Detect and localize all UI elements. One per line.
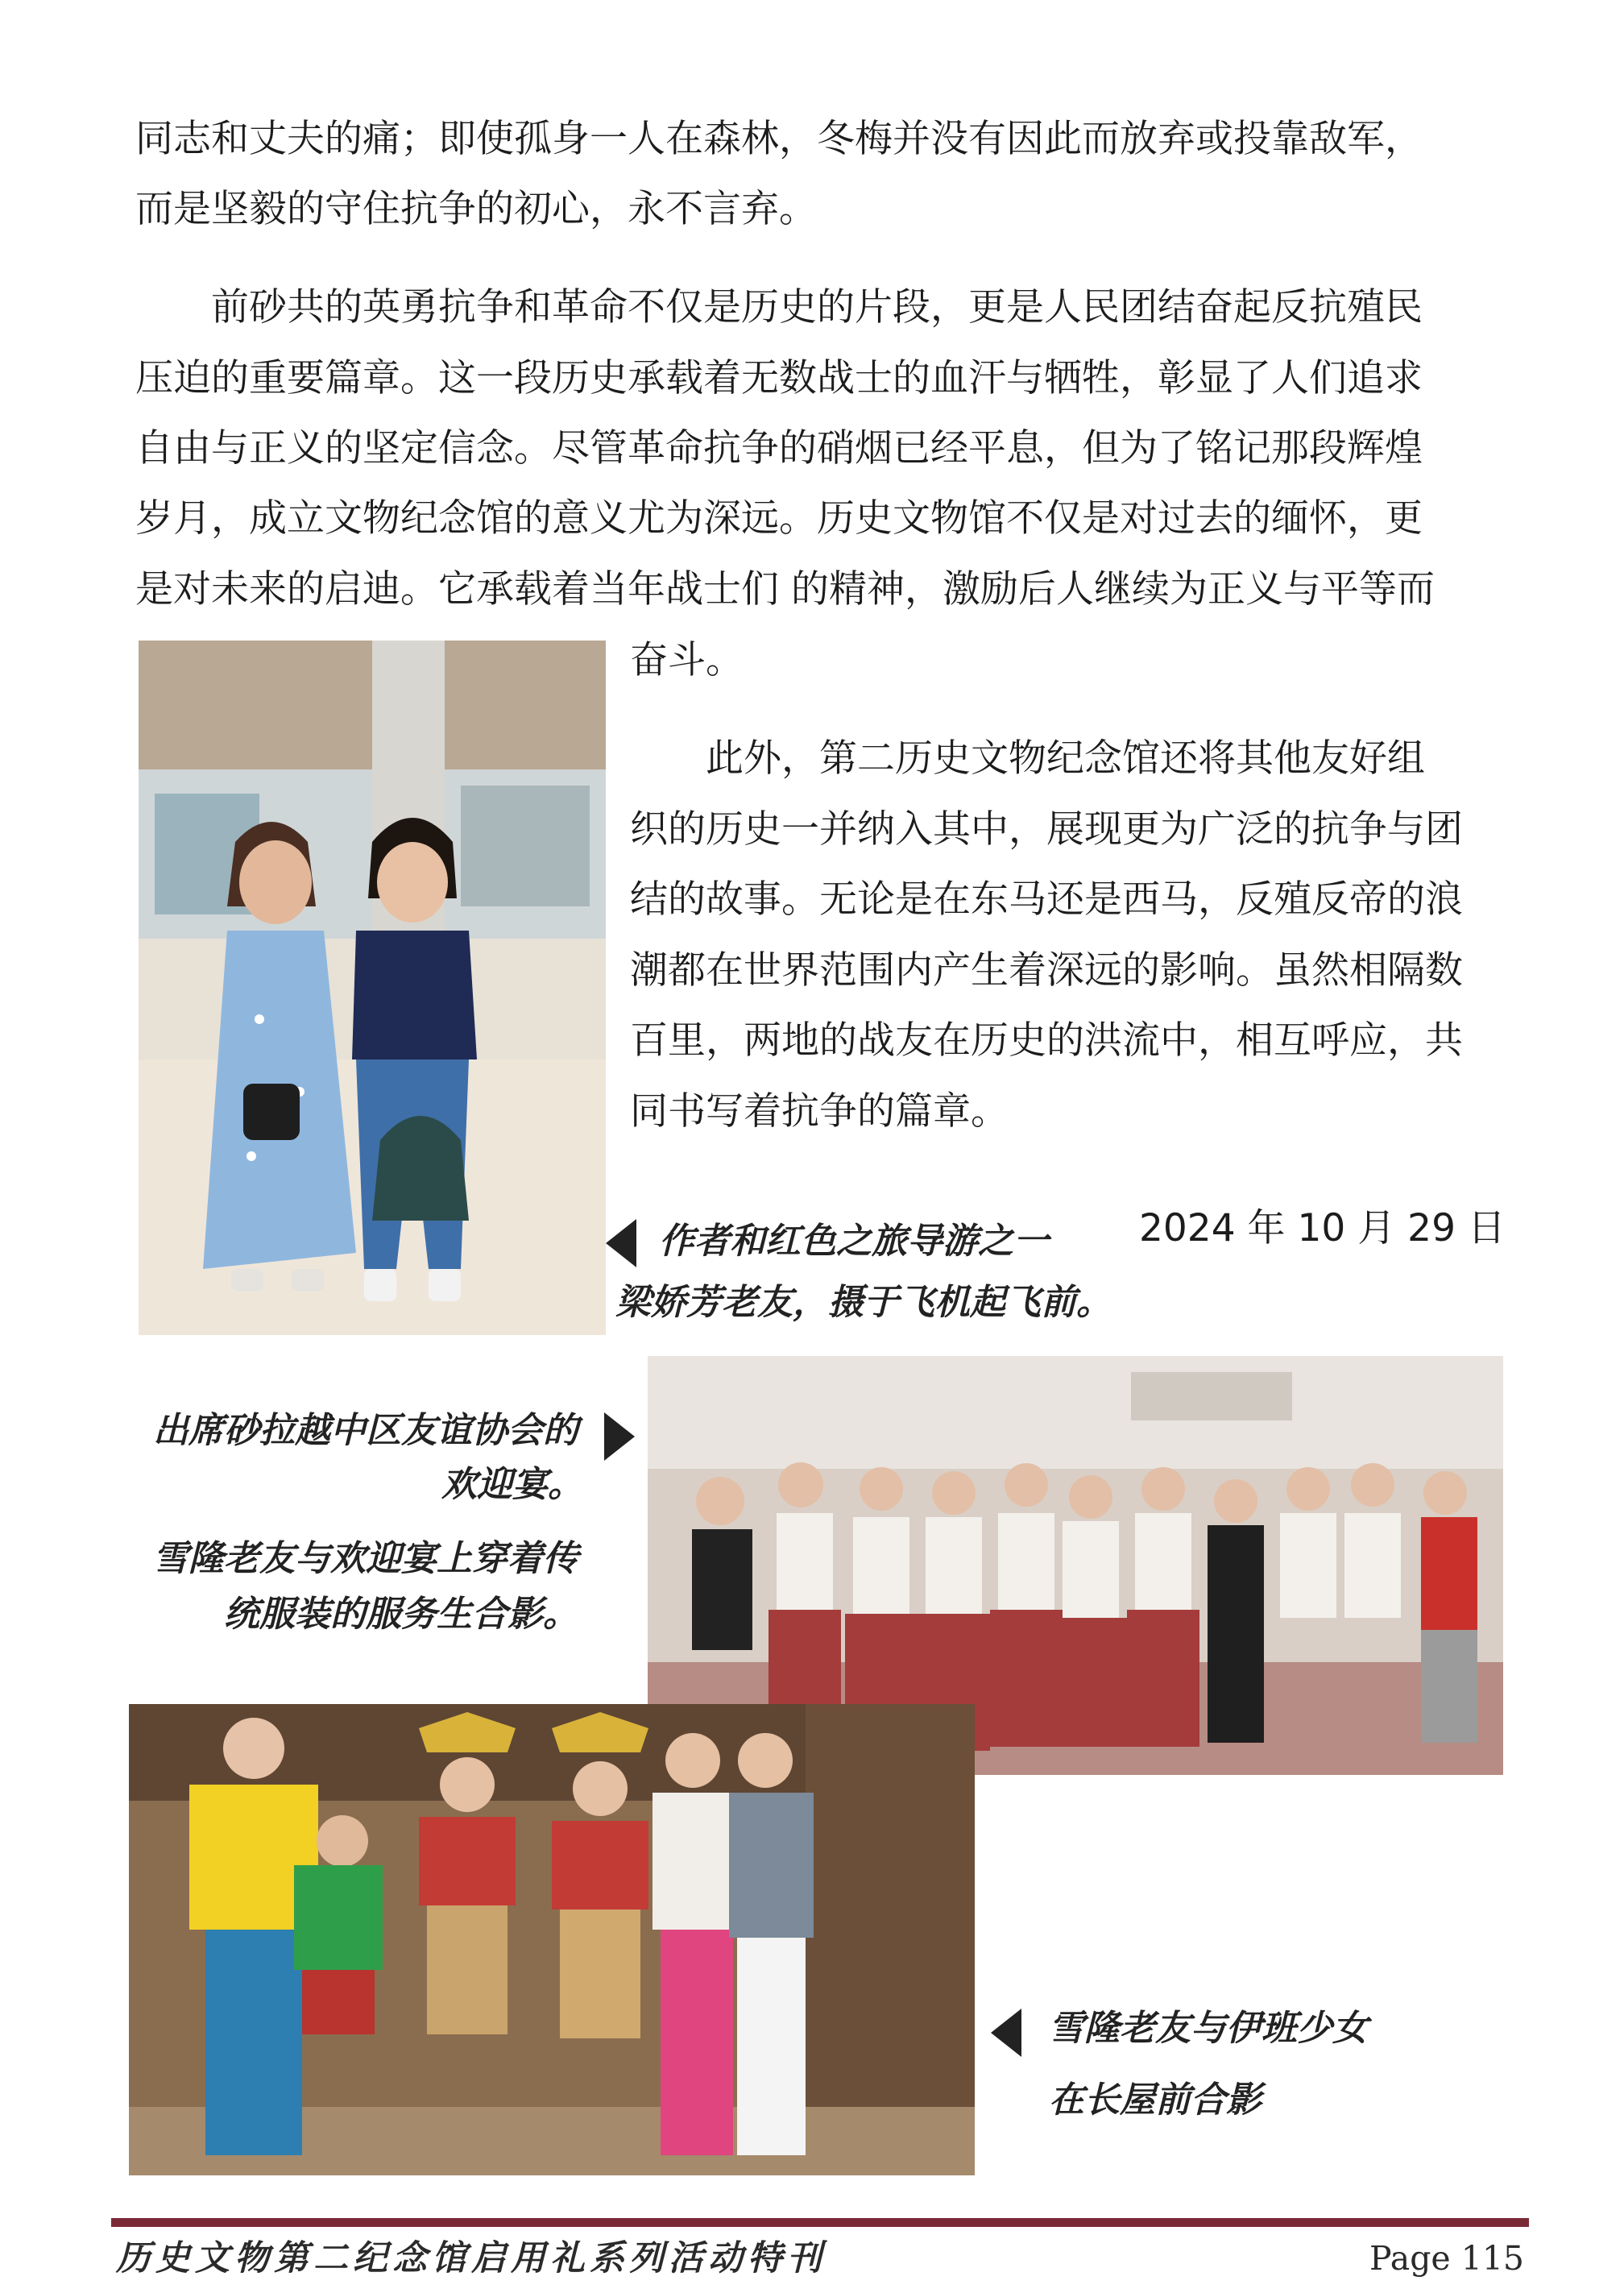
caret-left-icon <box>991 2009 1021 2057</box>
body-line: 百里，两地的战友在历史的洪流中，相互呼应，共 <box>630 1018 1463 1063</box>
body-line: 前砂共的英勇抗争和革命不仅是历史的片段，更是人民团结奋起反抗殖民 <box>135 285 1423 330</box>
body-line: 是对未来的启迪。它承载着当年战士们 的精神，激励后人继续为正义与平等而 <box>135 567 1435 612</box>
airport-photo <box>139 641 606 1335</box>
banquet-caption-line: 雪隆老友与欢迎宴上穿着传 <box>153 1538 578 1579</box>
body-line: 同书写着抗争的篇章。 <box>630 1089 1009 1134</box>
longhouse-caption-line: 雪隆老友与伊班少女 <box>1049 2008 1368 2049</box>
footer-publication-title: 历史文物第二纪念馆启用礼系列活动特刊 <box>116 2238 826 2278</box>
body-line: 岁月，成立文物纪念馆的意义尤为深远。历史文物馆不仅是对过去的缅怀，更 <box>135 496 1423 541</box>
caret-right-icon <box>604 1412 635 1461</box>
airport-caption-line: 梁娇芳老友，摄于飞机起飞前。 <box>615 1282 1112 1323</box>
body-line: 结的故事。无论是在东马还是西马，反殖反帝的浪 <box>630 877 1463 922</box>
body-line: 压迫的重要篇章。这一段历史承载着无数战士的血汗与牺牲，彰显了人们追求 <box>135 356 1423 400</box>
body-line: 自由与正义的坚定信念。尽管革命抗争的硝烟已经平息，但为了铭记那段辉煌 <box>135 426 1423 471</box>
article-date: 2024 年 10 月 29 日 <box>1139 1206 1506 1250</box>
body-line: 同志和丈夫的痛；即使孤身一人在森林，冬梅并没有因此而放弃或投靠敌军， <box>135 117 1423 161</box>
footer-rule <box>111 2218 1529 2227</box>
body-line: 潮都在世界范围内产生着深远的影响。虽然相隔数 <box>630 948 1463 993</box>
body-line: 此外，第二历史文物纪念馆还将其他友好组 <box>630 736 1425 781</box>
longhouse-caption-line: 在长屋前合影 <box>1049 2079 1262 2121</box>
page-number: Page 115 <box>1369 2239 1524 2278</box>
caret-left-icon <box>606 1219 636 1267</box>
body-line: 织的历史一并纳入其中，展现更为广泛的抗争与团 <box>630 807 1463 852</box>
banquet-caption-line: 统服装的服务生合影。 <box>224 1594 578 1635</box>
longhouse-photo <box>129 1704 975 2175</box>
body-line: 而是坚毅的守住抗争的初心，永不言弃。 <box>135 187 817 231</box>
body-line: 奋斗。 <box>630 638 744 682</box>
banquet-caption-line: 出席砂拉越中区友谊协会的 <box>153 1410 578 1451</box>
airport-caption-line: 作者和红色之旅导游之一 <box>659 1221 1049 1262</box>
banquet-caption-line: 欢迎宴。 <box>441 1464 583 1505</box>
